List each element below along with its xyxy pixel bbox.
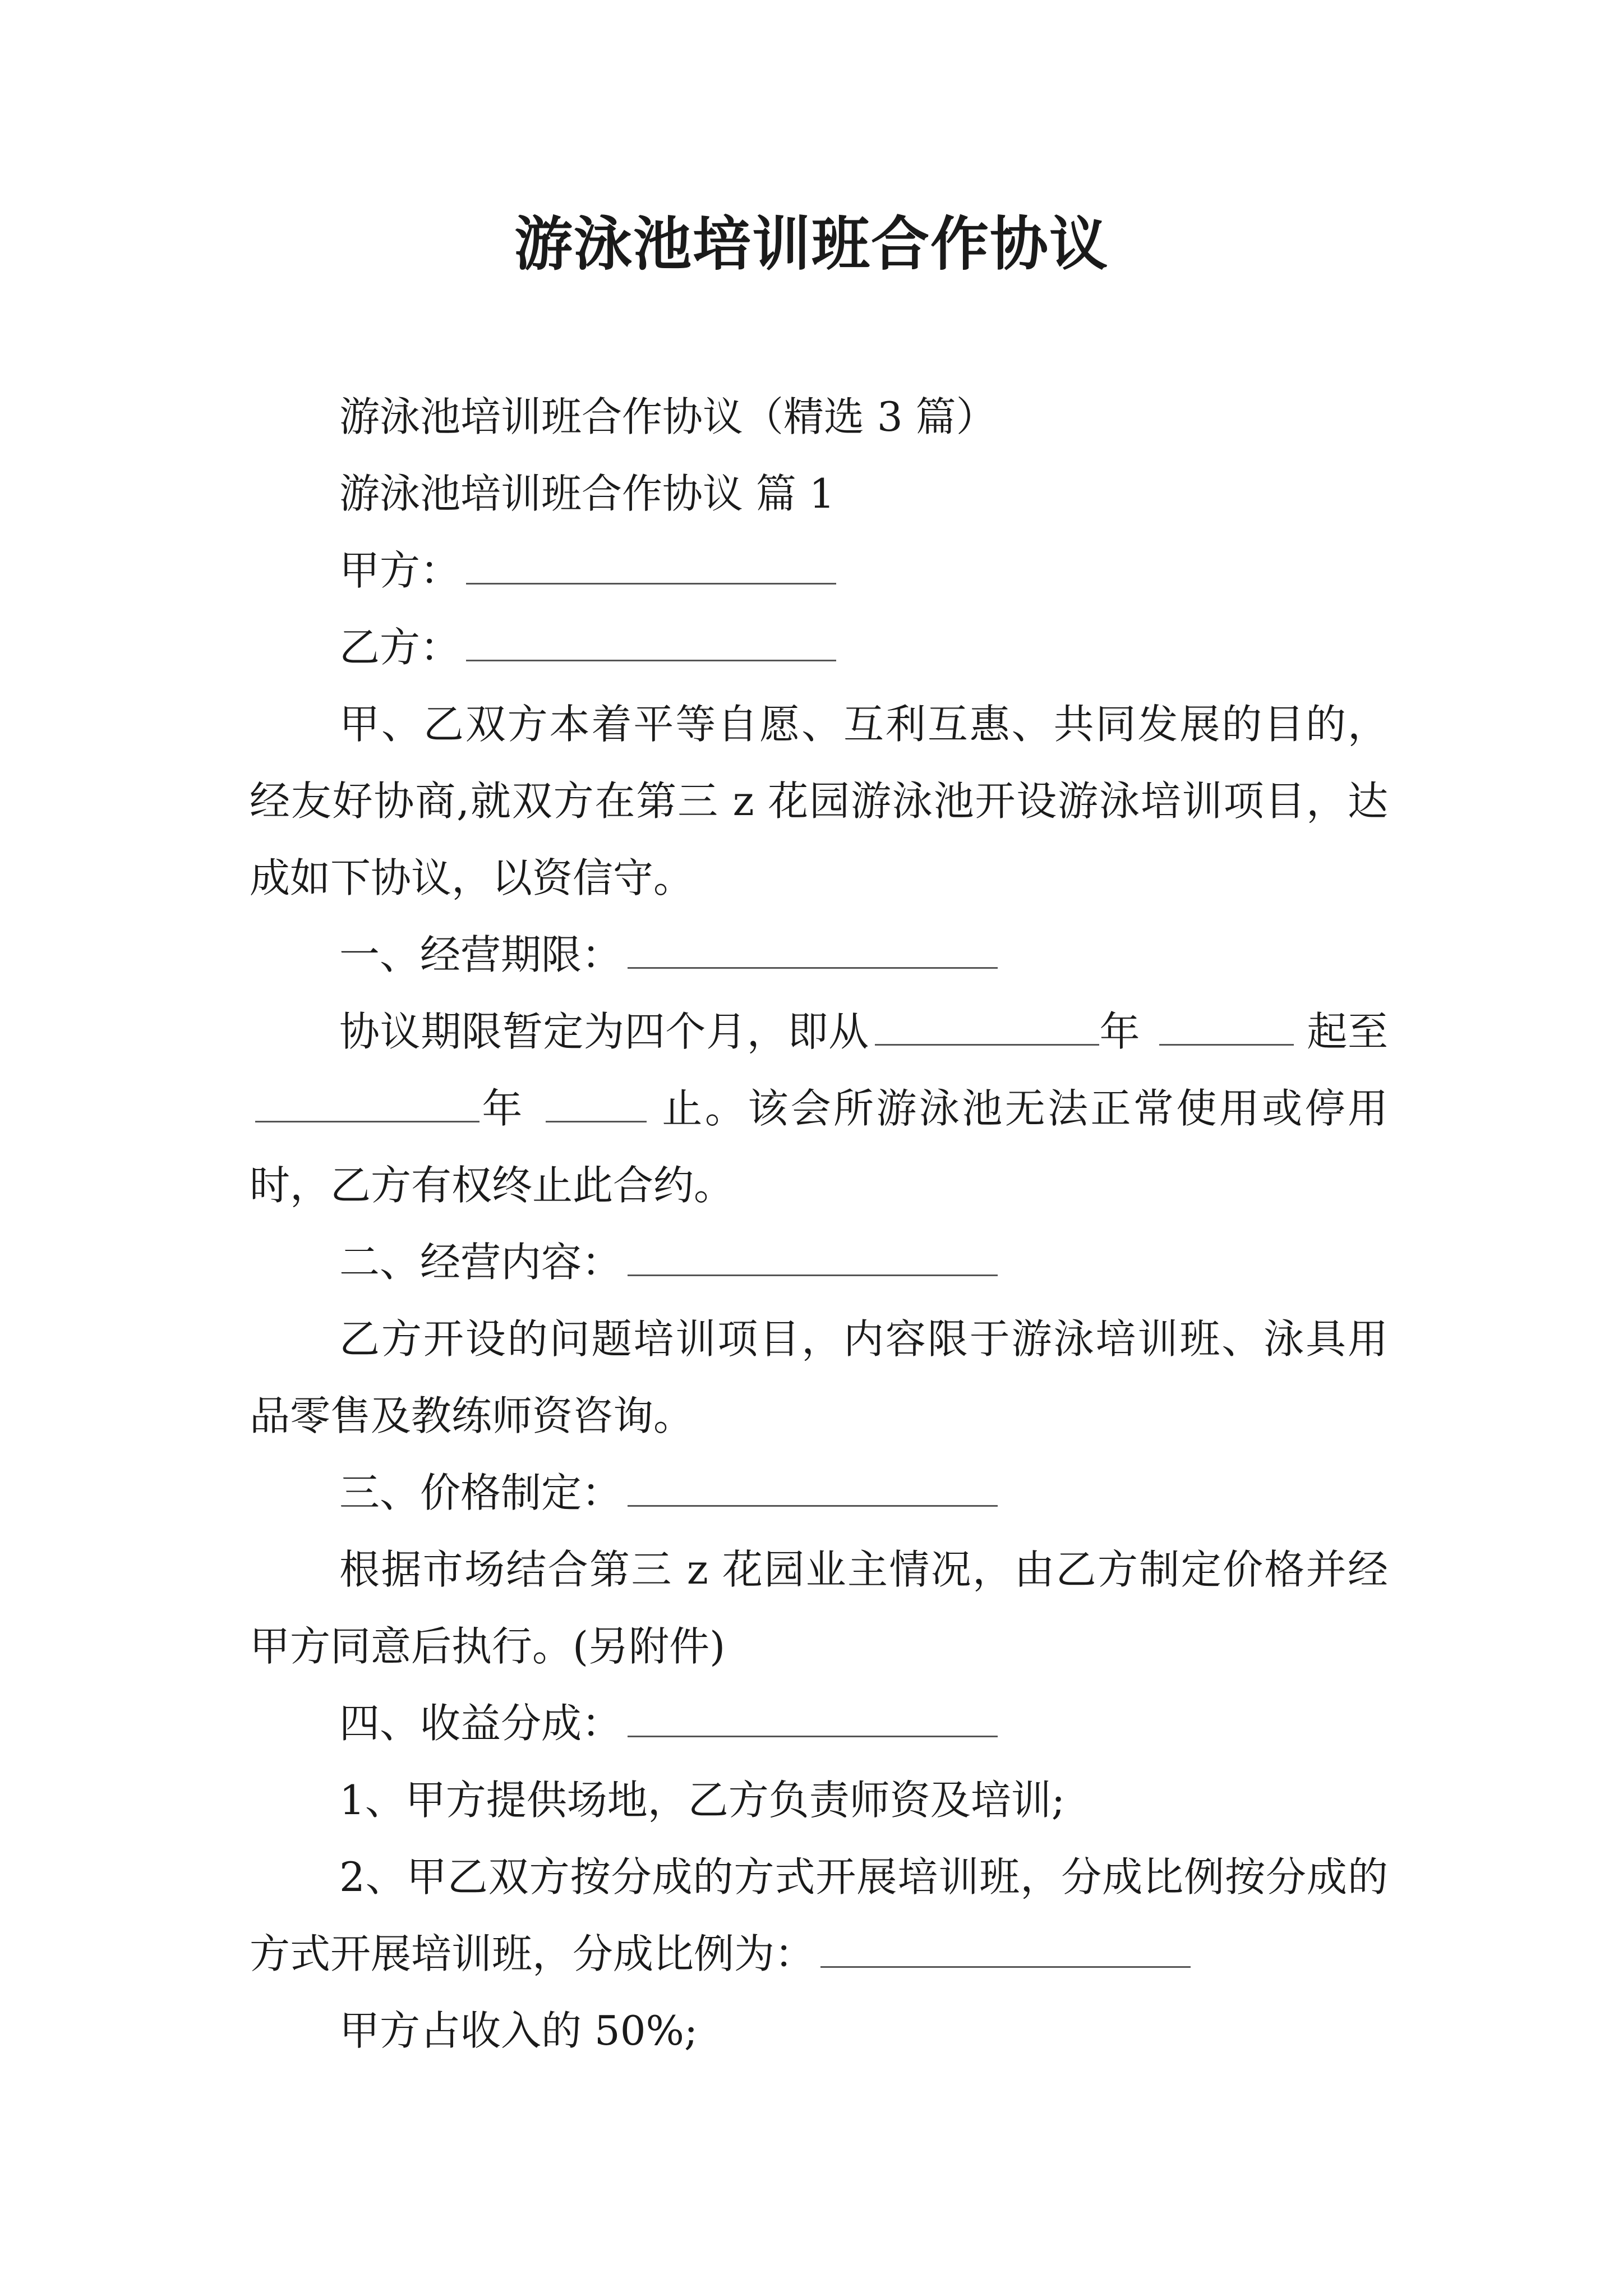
intro-paragraph: 甲、乙双方本着平等自愿、互利互惠、共同发展的目的，经友好协商,就双方在第三 z 花园游泳池开设游泳培训项目，达成如下协议，以资信守。 <box>250 701 1388 901</box>
section-1-heading: 一、经营期限： <box>250 917 1388 993</box>
party-b-line: 乙方： <box>250 609 1388 686</box>
end-year-blank <box>255 1085 479 1122</box>
start-year-blank <box>875 1008 1099 1046</box>
document-body <box>250 379 1388 2069</box>
section-2-heading: 二、经营内容： <box>250 1224 1388 1301</box>
party-a-blank <box>466 547 836 585</box>
section-4-item-2: 2、甲乙双方按分成的方式开展培训班，分成比例按分成的方式开展培训班，分成比例为： <box>250 1853 1388 1977</box>
subtitle: 游泳池培训班合作协议（精选 3 篇） <box>339 393 997 440</box>
section-4-item-3: 甲方占收入的 50%; <box>339 2007 698 2054</box>
section-2-blank <box>628 1239 998 1276</box>
party-a-line: 甲方： <box>250 532 1388 609</box>
section-2-body: 乙方开设的问题培训项目，内容限于游泳培训班、泳具用品零售及教练师资咨询。 <box>250 1315 1388 1439</box>
chapter-heading: 游泳池培训班合作协议 篇 1 <box>339 470 835 517</box>
section-4-item-1: 1、甲方提供场地，乙方负责师资及培训; <box>339 1777 1066 1824</box>
section-3-blank <box>628 1469 998 1507</box>
section-4-blank <box>628 1700 998 1737</box>
start-date-blank <box>1159 1008 1294 1046</box>
document-title: 游泳池培训班合作协议 <box>514 209 1109 278</box>
section-1-blank <box>628 931 998 969</box>
ratio-blank <box>820 1930 1191 1968</box>
end-date-blank <box>546 1085 647 1122</box>
party-b-blank <box>466 624 836 661</box>
section-3-heading: 三、价格制定： <box>250 1455 1388 1531</box>
section-3-body: 根据市场结合第三 z 花园业主情况，由乙方制定价格并经甲方同意后执行。(另附件) <box>250 1546 1388 1670</box>
section-1-body: 协议期限暂定为四个月，即从 年 起至年 止。该会所游泳池无法正常使用或停用时，乙方有权终止此合约。 <box>250 1008 1388 1209</box>
section-4-heading: 四、收益分成： <box>250 1685 1388 1762</box>
